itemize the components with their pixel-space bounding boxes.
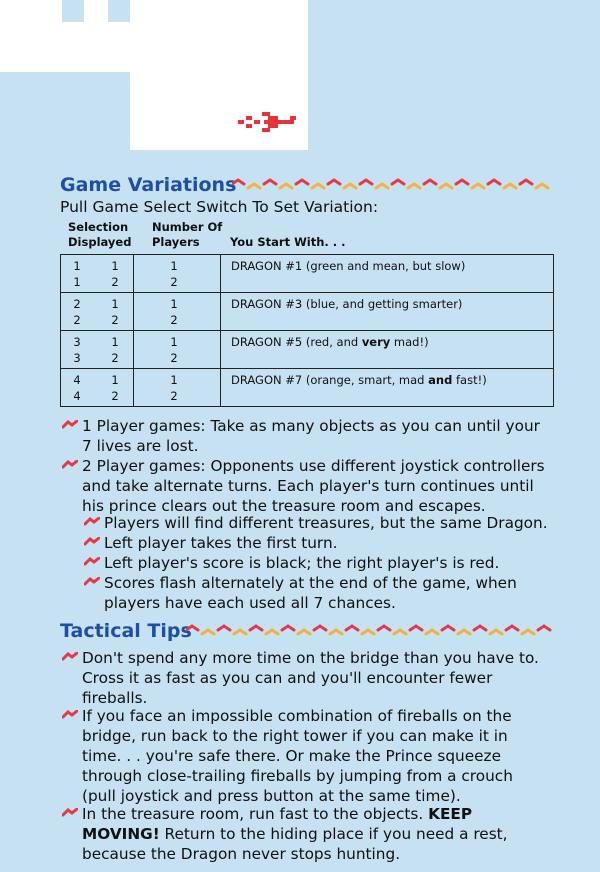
- players-number: 1: [170, 297, 178, 311]
- start-text: mad!): [390, 335, 429, 349]
- players-cell: [134, 293, 221, 331]
- bullet-line: [82, 804, 508, 824]
- bullet-icon: [62, 457, 78, 477]
- variation-row: [61, 331, 554, 369]
- selection-cell: [61, 331, 134, 369]
- bullet-line-text: Return to the hiding place if you need a rest,: [159, 825, 508, 843]
- selection-cell: [61, 293, 134, 331]
- players-cell: [134, 331, 221, 369]
- start-cell: [221, 255, 554, 293]
- dragon-sprite-icon: [238, 110, 304, 132]
- bullet-line: If you face an impossible combination of fireballs on the: [82, 707, 512, 725]
- bullet-line: bridge, run back to the right tower if you can make it in: [82, 727, 508, 745]
- bullet-line: 2 Player games: Opponents use different joystick controllers: [82, 457, 545, 475]
- bullet-text: [82, 416, 540, 456]
- start-emphasis: very: [361, 335, 391, 349]
- game-variations-subtitle: Pull Game Select Switch To Set Variation:: [60, 198, 379, 216]
- selection-cell: [61, 369, 134, 407]
- players-number: 1: [170, 373, 178, 387]
- bullet-text: [82, 648, 539, 708]
- players-number: 2: [170, 351, 178, 365]
- players-number: 1: [170, 259, 178, 273]
- selection-number: 3: [73, 351, 81, 365]
- players-cell: [134, 255, 221, 293]
- players-number: 2: [170, 389, 178, 403]
- selection-number: 2: [111, 275, 119, 289]
- keep-moving-emphasis: KEEP: [428, 805, 473, 823]
- tactical-tips-title: Tactical Tips: [60, 620, 192, 642]
- selection-number: 1: [73, 275, 81, 289]
- start-text: DRAGON #5 (red, and: [231, 335, 362, 349]
- bullet-line: players have each used all 7 chances.: [104, 594, 396, 612]
- bullet-text: [104, 573, 517, 613]
- selection-number: 2: [73, 313, 81, 327]
- keep-moving-emphasis: MOVING!: [82, 825, 160, 843]
- screen-fragment-top-bar: [0, 22, 130, 72]
- players-cell: [134, 369, 221, 407]
- selection-number: 2: [73, 297, 81, 311]
- bullet-text: [82, 456, 545, 516]
- bullet-icon: [62, 649, 78, 669]
- players-number: 2: [170, 313, 178, 327]
- bullet-line: because the Dragon never stops hunting.: [82, 845, 401, 863]
- bullet-line: fireballs.: [82, 689, 148, 707]
- bullet-icon: [84, 514, 100, 534]
- start-cell: [221, 293, 554, 331]
- bullet-line: Left player's score is black; the right player's is red.: [104, 554, 500, 572]
- bullet-text: [104, 513, 548, 533]
- bullet-line: time. . . you're safe there. Or make the Prince squeeze: [82, 747, 501, 765]
- bullet-line: Players will find different treasures, but the same Dragon.: [104, 514, 548, 532]
- bullet-line: Scores flash alternately at the end of the game, when: [104, 574, 517, 592]
- bullet-line-text: In the treasure room, run fast to the objects.: [82, 805, 429, 823]
- bullet-icon: [84, 554, 100, 574]
- start-text: DRAGON #7 (orange, smart, mad: [231, 373, 429, 387]
- header-start: You Start With. . .: [230, 235, 346, 249]
- screen-fragment-left: [38, 0, 62, 22]
- bullet-text: [104, 553, 499, 573]
- bullet-icon: [62, 805, 78, 825]
- start-text: DRAGON #1 (green and mean, but slow): [231, 259, 466, 273]
- bullet-line: Don't spend any more time on the bridge than you have to.: [82, 649, 539, 667]
- bullet-line: 7 lives are lost.: [82, 437, 199, 455]
- start-cell: [221, 369, 554, 407]
- start-text: fast!): [452, 373, 487, 387]
- selection-number: 3: [73, 335, 81, 349]
- bullet-line: Left player takes the first turn.: [104, 534, 338, 552]
- game-variations-title: Game Variations: [60, 174, 237, 196]
- bullet-text: [104, 533, 338, 553]
- players-number: 1: [170, 335, 178, 349]
- selection-number: 4: [73, 389, 81, 403]
- bullet-icon: [84, 574, 100, 594]
- title-decoration-icon: [186, 622, 558, 638]
- variation-row: [61, 255, 554, 293]
- selection-number: 1: [111, 259, 119, 273]
- selection-number: 2: [111, 389, 119, 403]
- bullet-icon: [84, 534, 100, 554]
- header-selection: Selection Displayed: [68, 220, 132, 249]
- header-players: Number Of Players: [152, 220, 223, 249]
- start-cell: [221, 331, 554, 369]
- selection-number: 2: [111, 351, 119, 365]
- bullet-text: [82, 804, 508, 864]
- selection-number: 1: [111, 335, 119, 349]
- screen-fragment-top-left: [0, 0, 38, 22]
- start-text: DRAGON #3 (blue, and getting smarter): [231, 297, 463, 311]
- bullet-line: 1 Player games: Take as many objects as you can until your: [82, 417, 540, 435]
- variation-row: [61, 293, 554, 331]
- bullet-line: [82, 824, 508, 844]
- bullet-icon: [62, 417, 78, 437]
- title-decoration-icon: [232, 176, 557, 192]
- bullet-line: Cross it as fast as you can and you'll encounter fewer: [82, 669, 493, 687]
- bullet-line: his prince clears out the treasure room and escapes.: [82, 497, 486, 515]
- start-emphasis: and: [428, 373, 453, 387]
- variation-row: [61, 369, 554, 407]
- selection-number: 2: [111, 313, 119, 327]
- selection-number: 1: [111, 297, 119, 311]
- selection-number: 1: [73, 259, 81, 273]
- screen-fragment-mid: [84, 0, 108, 22]
- bullet-line: through close-trailing fireballs by jumping from a crouch: [82, 767, 513, 785]
- bullet-line: (pull joystick and press button at the same time).: [82, 787, 461, 805]
- players-number: 2: [170, 275, 178, 289]
- bullet-line: and take alternate turns. Each player's turn continues until: [82, 477, 534, 495]
- selection-number: 1: [111, 373, 119, 387]
- selection-number: 4: [73, 373, 81, 387]
- bullet-icon: [62, 707, 78, 727]
- bullet-text: [82, 706, 513, 806]
- selection-cell: [61, 255, 134, 293]
- variations-table: [60, 254, 554, 407]
